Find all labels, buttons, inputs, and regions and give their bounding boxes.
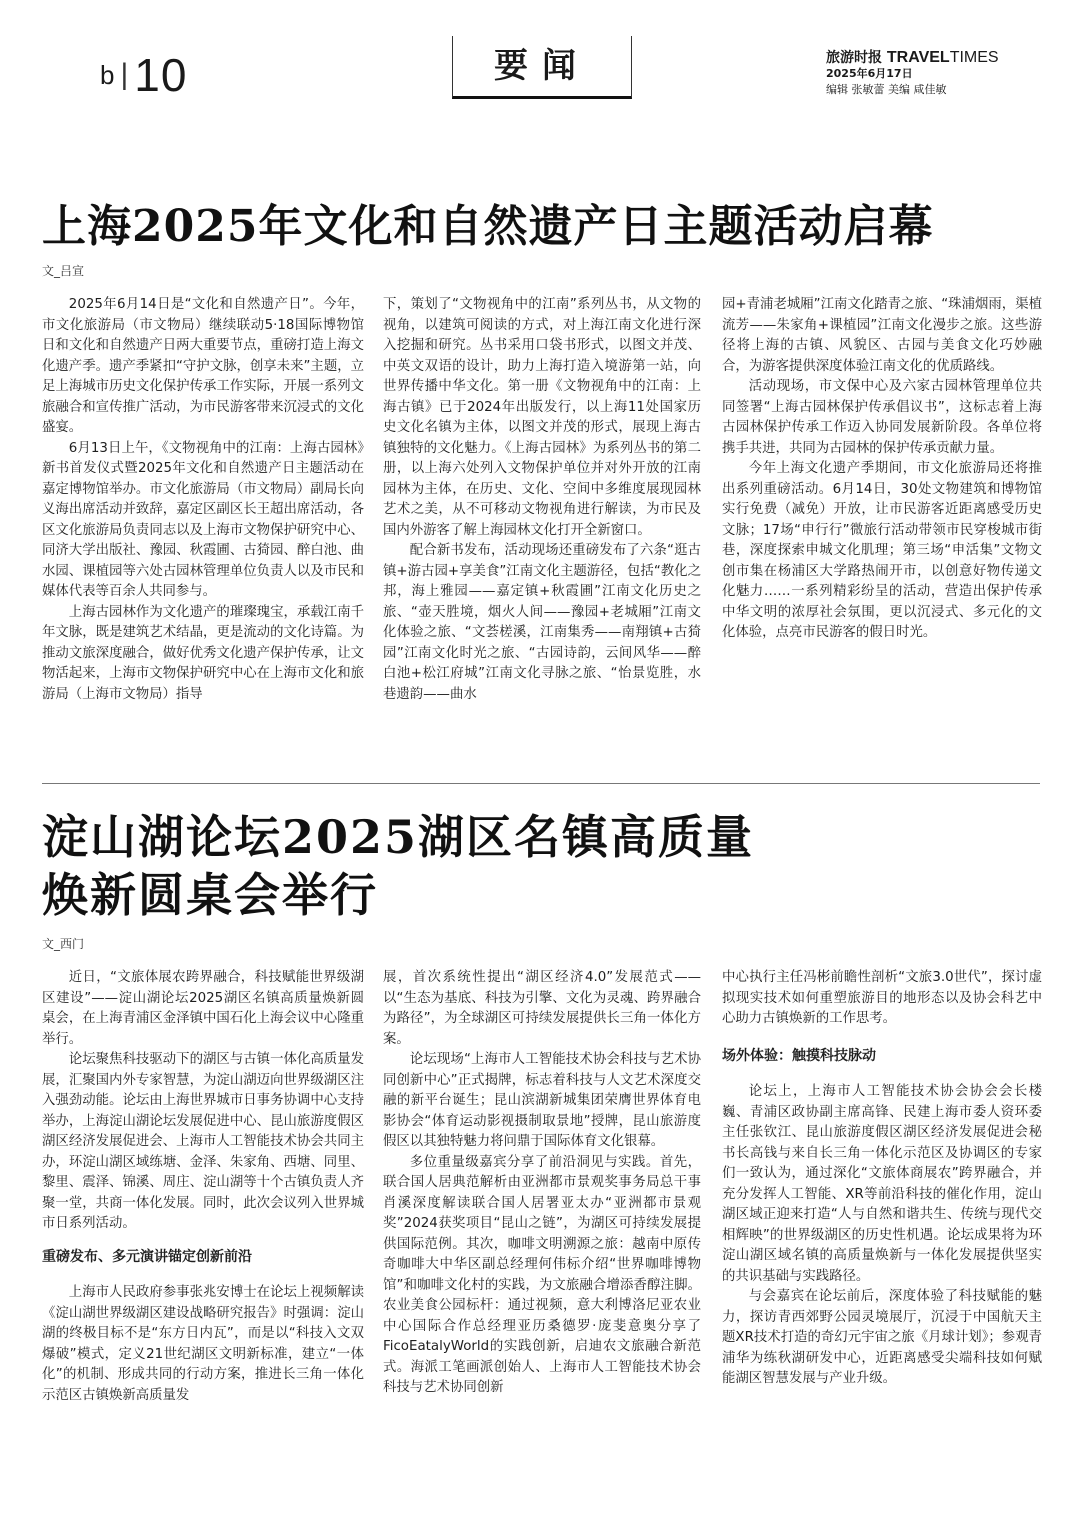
- issue-date: 2025年6月17日: [826, 67, 913, 80]
- brand-logo: [826, 50, 999, 66]
- article1-byline: 文_吕宣: [42, 264, 85, 278]
- paragraph: 活动现场，市文保中心及六家古园林管理单位共同签署“上海古园林保护传承倡议书”，这标志着上海古园林保护传承工作迈入协同发展新阶段。各单位将携手共进，共同为古园林的保护传承贡献力量。: [722, 379, 1042, 456]
- article1-column-2: [383, 295, 701, 705]
- paragraph: 今年上海文化遗产季期间，市文化旅游局还将推出系列重磅活动。6月14日，30处文物建筑和博物馆实行免费（减免）开放，让市民游客近距离感受历史文脉；17场“申行行”微旅行活动带领市民穿梭城市街巷，深度探索申城文化肌理；第三场“申活集”文物文创市集在杨浦区大学路热闹开市，以创意好物传递文化魅力……一系列精彩纷呈的活动，营造出保护传承中华文明的浓厚社会氛围，更以沉浸式、多元化的文化体验，点亮市民游客的假日时光。: [722, 461, 1042, 640]
- paragraph: 近日，“文旅体展农跨界融合，科技赋能世界级湖区建设”——淀山湖论坛2025湖区名镇高质量焕新圆桌会，在上海青浦区金泽镇中国石化上海会议中心隆重举行。: [42, 970, 364, 1047]
- article2-title-line2: 焕新圆桌会举行: [42, 868, 378, 922]
- brand-en-light: TIMES: [949, 49, 999, 66]
- article2-column-3: [722, 968, 1042, 1390]
- paragraph: 论坛聚焦科技驱动下的湖区与古镇一体化高质量发展，汇聚国内外专家智慧，为淀山湖迈向世界级湖区注入强劲动能。论坛由上海世界城市日事务协调中心支持举办，上海淀山湖论坛发展促进中心、昆山旅游度假区湖区经济发展促进会、上海市人工智能技术协会共同主办，环淀山湖区域练塘、金泽、朱家角、西塘、同里、黎里、震泽、锦溪、周庄、淀山湖等十个古镇负责人齐聚一堂，共商一体化发展。同时，此次会议列入世界城市日系列活动。: [42, 1052, 364, 1231]
- paragraph: 6月13日上午，《文物视角中的江南：上海古园林》新书首发仪式暨2025年文化和自然遗产日主题活动在嘉定博物馆举办。市文化旅游局（市文物局）副局长向义海出席活动并致辞，嘉定区副区长王超出席活动，各区文化旅游局负责同志以及上海市文物保护研究中心、同济大学出版社、豫园、秋霞圃、古猗园、醉白池、曲水园、课植园等六处古园林管理单位负责人以及市民和媒体代表等百余人共同参与。: [42, 440, 364, 599]
- paragraph: 多位重量级嘉宾分享了前沿洞见与实践。首先，联合国人居典范解析由亚洲都市景观奖事务局总干事肖溪深度解读联合国人居署亚太办“亚洲都市景观奖”2024获奖项目“昆山之链”，为湖区可持续发展提供国际范例。其次，咖啡文明溯源之旅：越南中原传奇咖啡大中华区副总经理何伟标介绍“世界咖啡博物馆”和咖啡文化村的实践，为文旅融合增添香醇注脚。农业美食公园标杆：通过视频，意大利博洛尼亚农业中心国际合作总经理亚历桑德罗·庞斐意奥分享了FicoEatalyWorld的实践创新，启迪农文旅融合新范式。海派工笔画派创始人、上海市人工智能技术协会科技与艺术协同创新: [383, 1154, 701, 1395]
- article2-column-2: [383, 968, 701, 1399]
- paragraph: 园+青浦老城厢”江南文化踏青之旅、“珠浦烟雨，渠植流芳——朱家角+课植园”江南文化漫步之旅。这些游径将上海的古镇、风貌区、古园与美食文化巧妙融合，为游客提供深度体验江南文化的优质路线。: [722, 297, 1042, 374]
- article2-subhead-2: 场外体验：触摸科技脉动: [722, 1047, 876, 1064]
- brand-en-bold: TRAVEL: [886, 49, 950, 66]
- page-separator: |: [120, 58, 129, 91]
- page-prefix: b: [100, 59, 115, 90]
- paragraph: 上海市人民政府参事张兆安博士在论坛上视频解读《淀山湖世界级湖区建设战略研究报告》时强调：淀山湖的终极目标不是“东方日内瓦”，而是以“科技入文双爆破”模式，定义21世纪湖区文明新标准，建立“一体化”的机制、形成共同的行动方案，推进长三角一体化示范区古镇焕新高质量发: [42, 1285, 364, 1403]
- paragraph: 论坛现场“上海市人工智能技术协会科技与艺术协同创新中心”正式揭牌，标志着科技与人文艺术深度交融的新平台诞生；昆山滨湖新城集团荣膺世界体育电影协会“体育运动影视摄制取景地”授牌，昆山旅游度假区以其独特魅力将问鼎于国际体育文化银幕。: [383, 1052, 701, 1149]
- article2-title-line1: 淀山湖论坛2025湖区名镇高质量: [42, 810, 755, 864]
- section-label-box: [452, 36, 632, 99]
- article2-column-1: [42, 968, 364, 1406]
- page-number: [100, 48, 187, 102]
- article1-column-3: [722, 295, 1042, 644]
- paragraph: 上海古园林作为文化遗产的璀璨瑰宝，承载江南千年文脉，既是建筑艺术结晶，更是流动的文化诗篇。为推动文旅深度融合，做好优秀文化遗产保护传承，让文物活起来，上海市文物保护研究中心在上海市文化和旅游局（上海市文物局）指导: [42, 604, 364, 702]
- paragraph: 中心执行主任冯彬前瞻性剖析“文旅3.0世代”，探讨虚拟现实技术如何重塑旅游目的地形态以及协会科艺中心助力古镇焕新的工作思考。: [722, 970, 1042, 1026]
- article1-column-1: [42, 295, 364, 705]
- brand-cn: 旅游时报: [826, 50, 882, 66]
- page-number-value: 10: [134, 49, 188, 101]
- paragraph: 配合新书发布，活动现场还重磅发布了六条“逛古镇+游古园+享美食”江南文化主题游径，包括“教化之邦，海上雅园——嘉定镇+秋霞圃”江南文化历史之旅、“壶天胜境，烟火人间——豫园+老城厢”江南文化体验之旅、“文荟槎溪，江南集秀——南翔镇+古猗园”江南文化时光之旅、“古园诗韵，云间风华——醉白池+松江府城”江南文化寻脉之旅、“怡景览胜，水巷遗韵——曲水: [383, 543, 701, 702]
- masthead: [826, 50, 999, 98]
- paragraph: 与会嘉宾在论坛前后，深度体验了科技赋能的魅力，探访青西郊野公园灵境展厅，沉浸于中国航天主题XR技术打造的奇幻元宇宙之旅《月球计划》；参观青浦华为练秋湖研发中心，近距离感受尖端科技如何赋能湖区智慧发展与产业升级。: [722, 1289, 1042, 1386]
- article2-byline: 文_西门: [42, 937, 85, 951]
- paragraph: 展，首次系统性提出“湖区经济4.0”发展范式——以“生态为基底、科技为引擎、文化为灵魂、跨界融合为路径”，为全球湖区可持续发展提供长三角一体化方案。: [383, 970, 701, 1047]
- section-label: 要闻: [494, 46, 590, 86]
- paragraph: 2025年6月14日是“文化和自然遗产日”。今年，市文化旅游局（市文物局）继续联动5·18国际博物馆日和文化和自然遗产日两大重要节点，重磅打造上海文化遗产季。遗产季紧扣“守护文脉，创享未来”主题，立足上海城市历史文化保护传承工作实际，开展一系列文旅融合和宣传推广活动，为市民游客带来沉浸式的文化盛宴。: [42, 297, 364, 435]
- paragraph: 下，策划了“文物视角中的江南”系列丛书，从文物的视角，以建筑可阅读的方式，对上海江南文化进行深入挖掘和研究。丛书采用口袋书形式，以图文并茂、中英文双语的设计，助力上海打造入境游第一站，向世界传播中华文化。第一册《文物视角中的江南：上海古镇》已于2024年出版发行，以上海11处国家历史文化名镇为主体，以图文并茂的形式，展现上海古镇独特的文化魅力。《上海古园林》为系列丛书的第二册，以上海六处列入文物保护单位并对外开放的江南园林为主体，在历史、文化、空间中多维度展现园林艺术之美，从不可移动文物视角进行解读，为市民及国内外游客了解上海园林文化打开全新窗口。: [383, 297, 701, 538]
- editor-credits: 编辑 张敏蕾 美编 咸佳敏: [826, 83, 947, 96]
- article-divider: [42, 783, 1040, 784]
- article1-title: 上海2025年文化和自然遗产日主题活动启幕: [42, 201, 934, 252]
- article2-subhead-1: 重磅发布、多元演讲锚定创新前沿: [42, 1248, 252, 1265]
- paragraph: 论坛上，上海市人工智能技术协会协会会长楼巍、青浦区政协副主席高锋、民建上海市委人资环委主任张钦江、昆山旅游度假区湖区经济发展促进会秘书长高钱与来自长三角一体化示范区及协调区的专家们一致认为，通过深化“文旅体商展农”跨界融合，并充分发挥人工智能、XR等前沿科技的催化作用，淀山湖区域正迎来打造“人与自然和谐共生、传统与现代交相辉映”的世界级湖区的历史性机遇。论坛成果将为环淀山湖区域名镇的高质量焕新与一体化发展提供坚实的共识基础与实践路径。: [722, 1084, 1042, 1284]
- article2-title: [42, 808, 754, 924]
